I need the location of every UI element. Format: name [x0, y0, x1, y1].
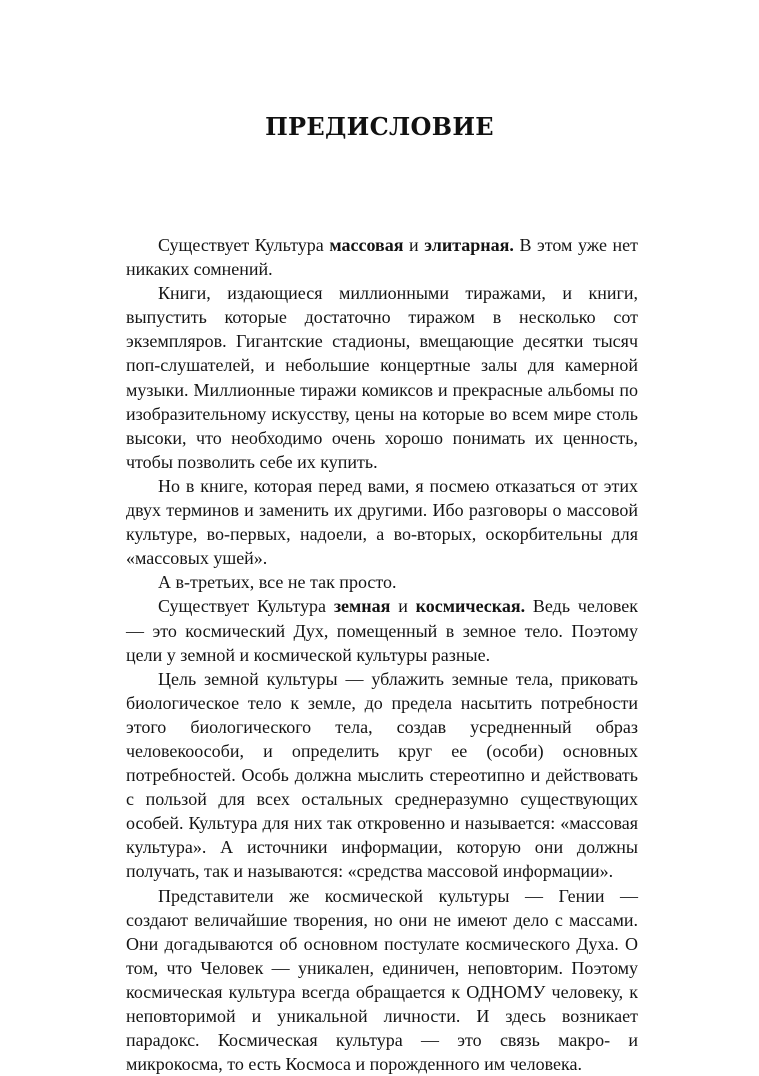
term-earthly: земная	[333, 596, 391, 617]
paragraph-6: Цель земной культуры — ублажить земные тела, приковать биологическое тело к земле, до предела насытить потребности этого биологического тела, создав усредненный образ человекоособи, и определить круг ее (особи) основных потребностей. Особь должна мыслить стереотипно и действовать с пользой для всех остальных среднеразумно существующих особей. Культура для них так откровенно и называется: «массовая культура». А источники информации, которую они должны получать, так и называются: «средства массовой информации».	[126, 668, 638, 882]
term-mass: массовая	[329, 235, 404, 255]
paragraph-1-text-e: В этом уже нет никаких сомнений.	[126, 235, 638, 280]
paragraph-3: Но в книге, которая перед вами, я посмею отказаться от этих двух терминов и заменить их другими. Ибо разговоры о массовой культуре, во-первых, надоели, а во-вторых, оскорбительны для «массовых ушей».	[126, 475, 638, 569]
paragraph-7: Представители же космической культуры — Гении — создают величайшие творения, но они не имеют дело с массами. Они догадываются об основном постулате космического Духа. О том, что Человек — уникален, единичен, неповторим. Поэтому космическая культура всегда обращается к ОДНОМУ человеку, к неповторимой и уникальной личности. И здесь возникает парадокс. Космическая культура — это связь макро- и микрокосма, то есть Космоса и порожденного им человека.	[126, 885, 638, 1075]
paragraph-5-text-e: Ведь человек — это космический Дух, помещенный в земное тело. Поэтому цели у земной и космической культуры разные.	[126, 596, 638, 665]
term-elite: элитарная.	[424, 235, 514, 255]
paragraph-1-text-c: и	[403, 235, 425, 255]
paragraph-5	[126, 594, 638, 666]
body-text	[126, 233, 638, 1076]
page-title: ПРЕДИСЛОВИЕ	[265, 112, 494, 141]
paragraph-1-text-a: Существует Культура	[158, 235, 330, 255]
paragraph-2: Книги, издающиеся миллионными тиражами, и книги, выпустить которые достаточно тиражом в несколько сот экземпляров. Гигантские стадионы, вмещающие десятки тысяч поп-слушателей, и небольшие концертные залы для камерной музыки. Миллионные тиражи комиксов и прекрасные альбомы по изобразительному искусству, цены на которые во всем мире столь высоки, что необходимо очень хорошо понимать их ценность, чтобы позволить себе их купить.	[126, 283, 638, 472]
paragraph-5-text-a: Существует Культура	[158, 596, 334, 617]
paragraph-1	[126, 233, 638, 281]
paragraph-5-text-c: и	[390, 596, 416, 617]
paragraph-4: А в-третьих, все не так просто.	[158, 572, 397, 593]
term-cosmic: космическая.	[415, 596, 526, 617]
